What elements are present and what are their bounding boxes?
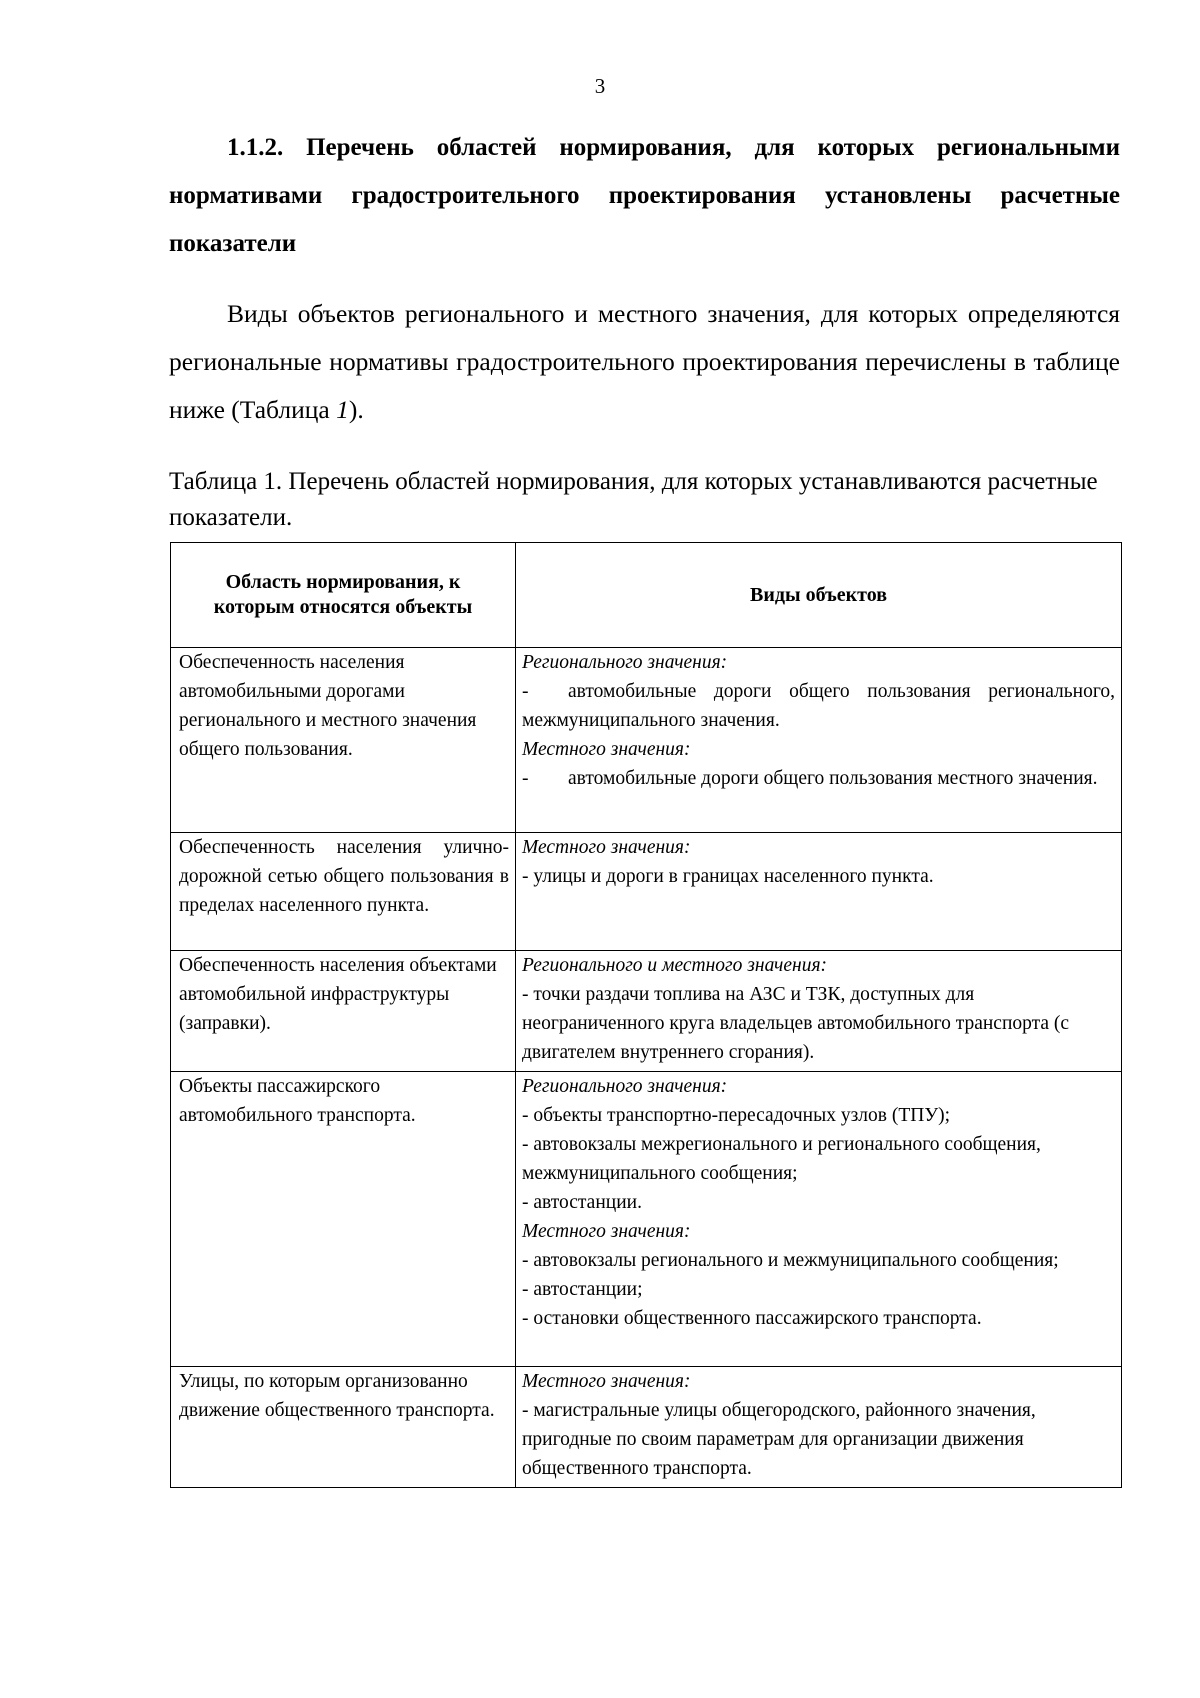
list-dash: -	[522, 1400, 534, 1421]
significance-label: Регионального значения:	[522, 1076, 728, 1097]
section-heading: 1.1.2. Перечень областей нормирования, для которых региональными нормативами градостроительного проектирования установлены расчетные показатели	[169, 134, 1120, 257]
object-item-text: автомобильные дороги общего пользования регионального, межмуниципального значения.	[522, 681, 1115, 731]
list-dash: -	[522, 768, 529, 789]
regulation-areas-table	[170, 542, 1122, 1488]
object-item-text: магистральные улицы общегородского, районного значения, пригодные по своим параметрам для организации движения общественного транспорта.	[522, 1400, 1036, 1479]
table-body	[171, 648, 1122, 1488]
regulation-area-cell: Улицы, по которым организованно движение общественного транспорта.	[171, 1367, 516, 1488]
object-item-text: улицы и дороги в границах населенного пункта.	[533, 866, 934, 887]
object-item	[522, 980, 1115, 1067]
list-dash: -	[522, 1308, 534, 1329]
table-row	[171, 833, 1122, 951]
object-types-cell	[516, 648, 1122, 833]
table-row	[171, 1367, 1122, 1488]
significance-label: Местного значения:	[522, 1221, 691, 1242]
object-item-text: автовокзалы межрегионального и регионального сообщения, межмуниципального сообщения;	[522, 1134, 1041, 1184]
object-item	[522, 1130, 1115, 1188]
table-row	[171, 1072, 1122, 1367]
object-item-text: автомобильные дороги общего пользования местного значения.	[568, 768, 1098, 789]
intro-tail: ).	[348, 395, 364, 424]
regulation-area-cell: Обеспеченность населения объектами автомобильной инфраструктуры (заправки).	[171, 951, 516, 1072]
object-item	[522, 1396, 1115, 1483]
object-item	[522, 862, 1115, 891]
list-dash: -	[522, 1105, 534, 1126]
significance-label: Регионального и местного значения:	[522, 955, 828, 976]
significance-label: Местного значения:	[522, 837, 691, 858]
object-item-text: автостанции.	[533, 1192, 642, 1213]
page-number: 3	[594, 74, 606, 98]
object-types-cell	[516, 1072, 1122, 1367]
table-row	[171, 648, 1122, 833]
list-dash: -	[522, 1250, 534, 1271]
significance-label: Местного значения:	[522, 739, 691, 760]
table-caption: Таблица 1. Перечень областей нормирования, для которых устанавливаются расчетные показатели.	[169, 468, 1098, 531]
list-dash: -	[522, 866, 534, 887]
object-types-cell	[516, 951, 1122, 1072]
object-item	[522, 1275, 1115, 1304]
object-item	[522, 1188, 1115, 1217]
object-item	[522, 1246, 1115, 1275]
object-item-text: автовокзалы регионального и межмуниципального сообщения;	[533, 1250, 1059, 1271]
regulation-area-cell: Обеспеченность населения улично-дорожной сетью общего пользования в пределах населенного пункта.	[171, 833, 516, 951]
object-types-cell	[516, 1367, 1122, 1488]
header-area: Область нормирования, к которым относятся объекты	[171, 543, 516, 648]
object-item-text: объекты транспортно-пересадочных узлов (ТПУ);	[533, 1105, 951, 1126]
table-reference: 1	[336, 395, 349, 424]
intro-paragraph	[169, 290, 1120, 434]
list-dash: -	[522, 1279, 534, 1300]
significance-label: Регионального значения:	[522, 652, 728, 673]
object-item-text: точки раздачи топлива на АЗС и ТЗК, доступных для неограниченного круга владельцев автомобильного транспорта (с двигателем внутреннего сгорания).	[522, 984, 1070, 1063]
object-item-text: автостанции;	[533, 1279, 643, 1300]
table-header-row	[171, 543, 1122, 648]
list-dash: -	[522, 984, 534, 1005]
regulation-area-cell: Обеспеченность населения автомобильными дорогами регионального и местного значения общего пользования.	[171, 648, 516, 833]
object-item	[522, 764, 1115, 793]
significance-label: Местного значения:	[522, 1371, 691, 1392]
table-row	[171, 951, 1122, 1072]
object-item	[522, 1101, 1115, 1130]
regulation-area-cell: Объекты пассажирского автомобильного транспорта.	[171, 1072, 516, 1367]
list-dash: -	[522, 681, 529, 702]
list-dash: -	[522, 1192, 534, 1213]
object-item	[522, 677, 1115, 735]
header-object-types: Виды объектов	[516, 543, 1122, 648]
object-item	[522, 1304, 1115, 1333]
intro-text: Виды объектов регионального и местного значения, для которых определяются региональные нормативы градостроительного проектирования перечислены в таблице ниже (Таблица	[169, 299, 1120, 424]
list-dash: -	[522, 1134, 534, 1155]
object-types-cell	[516, 833, 1122, 951]
object-item-text: остановки общественного пассажирского транспорта.	[533, 1308, 982, 1329]
